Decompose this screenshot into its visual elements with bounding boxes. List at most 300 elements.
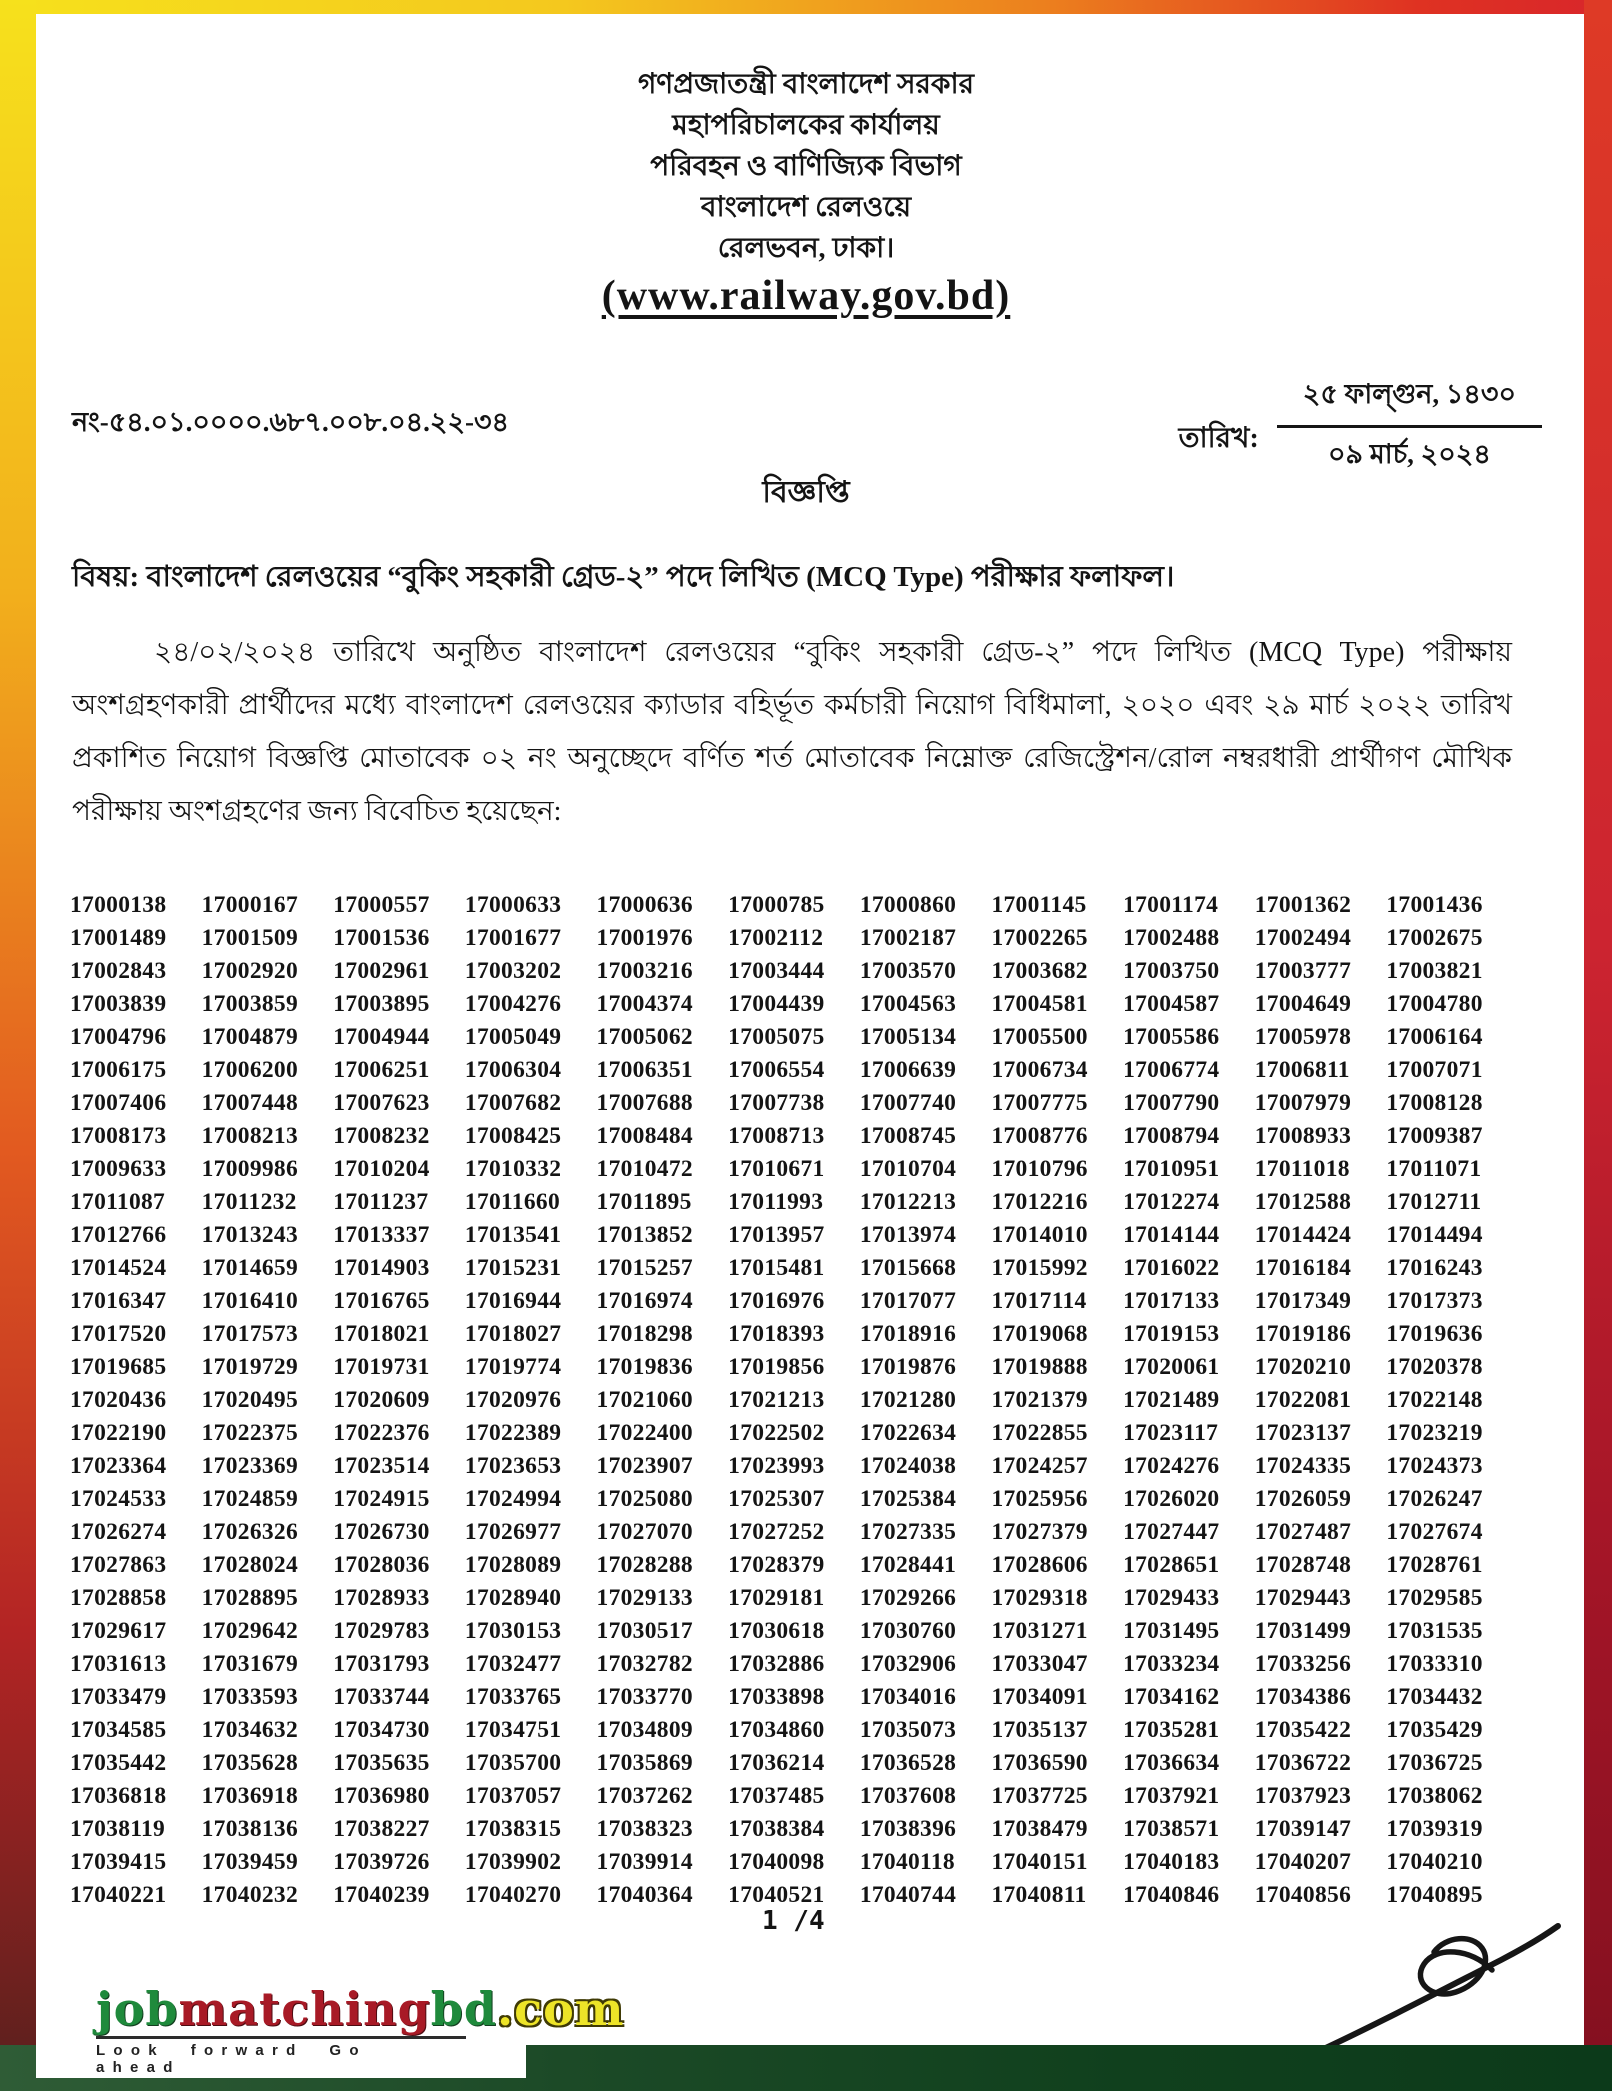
roll-number: 17002843 <box>70 958 167 984</box>
roll-number: 17003777 <box>1254 958 1352 984</box>
roll-number: 17033256 <box>1254 1651 1352 1677</box>
roll-number: 17000557 <box>333 892 430 918</box>
roll-number: 17011071 <box>1386 1156 1482 1182</box>
roll-number: 17024373 <box>1386 1453 1483 1479</box>
roll-number: 17025080 <box>596 1486 693 1512</box>
roll-number: 17003570 <box>859 958 957 984</box>
roll-number: 17028036 <box>333 1552 430 1578</box>
roll-number: 17009633 <box>70 1156 167 1182</box>
memo-number: নং-৫৪.০১.০০০০.৬৮৭.০০৮.০৪.২২-৩৪ <box>72 407 510 437</box>
roll-number: 17005075 <box>728 1024 825 1050</box>
roll-number: 17014144 <box>1123 1222 1220 1248</box>
roll-number: 17010704 <box>859 1156 957 1182</box>
roll-number: 17023653 <box>464 1453 562 1479</box>
roll-number: 17032886 <box>728 1651 825 1677</box>
roll-number: 17004563 <box>859 991 957 1017</box>
roll-number: 17035700 <box>464 1750 562 1776</box>
roll-number: 17001174 <box>1123 892 1219 918</box>
roll-number: 17008173 <box>70 1123 167 1149</box>
roll-number: 17038136 <box>201 1816 299 1842</box>
roll-number: 17034386 <box>1254 1684 1352 1710</box>
roll-number: 17014659 <box>201 1255 299 1281</box>
roll-number: 17029642 <box>201 1618 299 1644</box>
roll-number: 17003895 <box>333 991 430 1017</box>
roll-number: 17011237 <box>333 1189 429 1215</box>
website-url: (www.railway.gov.bd) <box>601 273 1011 319</box>
roll-number: 17006351 <box>596 1057 693 1083</box>
roll-number: 17039415 <box>70 1849 167 1875</box>
roll-number: 17008484 <box>596 1123 693 1149</box>
roll-number: 17040118 <box>859 1849 955 1875</box>
frame-border-top <box>0 0 1612 14</box>
roll-number: 17001489 <box>70 925 167 951</box>
roll-number: 17038396 <box>859 1816 957 1842</box>
roll-number: 17000636 <box>596 892 693 918</box>
page-number: 1 /4 <box>762 1906 825 1936</box>
roll-number: 17036725 <box>1386 1750 1483 1776</box>
roll-number: 17006811 <box>1254 1057 1350 1083</box>
org-name: বাংলাদেশ রেলওয়ে <box>700 192 912 223</box>
roll-number: 17015231 <box>464 1255 562 1281</box>
roll-number: 17040151 <box>991 1849 1088 1875</box>
roll-number: 17006175 <box>70 1057 167 1083</box>
roll-number: 17001536 <box>333 925 430 951</box>
roll-number: 17013337 <box>333 1222 430 1248</box>
roll-number: 17028441 <box>859 1552 957 1578</box>
roll-number: 17007740 <box>859 1090 957 1116</box>
roll-number: 17011232 <box>201 1189 297 1215</box>
roll-number: 17005062 <box>596 1024 693 1050</box>
roll-number: 17014494 <box>1386 1222 1483 1248</box>
roll-number: 17018393 <box>728 1321 825 1347</box>
roll-number: 17011018 <box>1254 1156 1350 1182</box>
roll-number: 17014010 <box>991 1222 1088 1248</box>
roll-number: 17016765 <box>333 1288 430 1314</box>
roll-number: 17014524 <box>70 1255 167 1281</box>
roll-number: 17034809 <box>596 1717 693 1743</box>
date-bangla: ২৫ ফাল্গুন, ১৪৩০ <box>1277 374 1542 428</box>
roll-number: 17012766 <box>70 1222 167 1248</box>
roll-number: 17019731 <box>333 1354 430 1380</box>
roll-number: 17027674 <box>1386 1519 1483 1545</box>
roll-number: 17037921 <box>1123 1783 1220 1809</box>
roll-number: 17031679 <box>201 1651 299 1677</box>
roll-number: 17025956 <box>991 1486 1088 1512</box>
division-name: পরিবহন ও বাণিজ্যিক বিভাগ <box>650 151 962 182</box>
govt-name: গণপ্রজাতন্ত্রী বাংলাদেশ সরকার <box>637 69 975 100</box>
roll-number: 17027487 <box>1254 1519 1352 1545</box>
roll-number: 17040811 <box>991 1882 1087 1908</box>
roll-number: 17019836 <box>596 1354 693 1380</box>
roll-number: 17028895 <box>201 1585 299 1611</box>
roll-number: 17029617 <box>70 1618 167 1644</box>
roll-number: 17007979 <box>1254 1090 1352 1116</box>
roll-number: 17036634 <box>1123 1750 1220 1776</box>
roll-number: 17009986 <box>201 1156 299 1182</box>
address-line: রেলভবন, ঢাকা। <box>717 233 895 264</box>
roll-number: 17040210 <box>1386 1849 1483 1875</box>
roll-number: 17012711 <box>1386 1189 1482 1215</box>
roll-number: 17003202 <box>464 958 562 984</box>
roll-number: 17040744 <box>859 1882 957 1908</box>
roll-number: 17022148 <box>1386 1387 1483 1413</box>
logo-part-job: job <box>96 1982 179 2036</box>
roll-number: 17029433 <box>1123 1585 1220 1611</box>
roll-number: 17010796 <box>991 1156 1088 1182</box>
roll-number: 17024276 <box>1123 1453 1220 1479</box>
date-gregorian: ০৯ মার্চ, ২০২৪ <box>1327 439 1491 469</box>
logo-part-dotcom: .com <box>497 1982 625 2036</box>
office-name: মহাপরিচালকের কার্যালয় <box>672 110 940 141</box>
roll-number: 17017349 <box>1254 1288 1352 1314</box>
roll-number: 17018298 <box>596 1321 693 1347</box>
letterhead <box>0 64 1612 269</box>
roll-number: 17014424 <box>1254 1222 1352 1248</box>
roll-number: 17004796 <box>70 1024 167 1050</box>
roll-number: 17037725 <box>991 1783 1088 1809</box>
roll-number: 17024257 <box>991 1453 1088 1479</box>
roll-number: 17028933 <box>333 1585 430 1611</box>
roll-number: 17012216 <box>991 1189 1088 1215</box>
roll-number: 17028761 <box>1386 1552 1483 1578</box>
roll-number: 17008794 <box>1123 1123 1220 1149</box>
logo-wordmark <box>96 1982 625 2036</box>
roll-number: 17038571 <box>1123 1816 1220 1842</box>
roll-number: 17017114 <box>991 1288 1087 1314</box>
roll-number: 17006774 <box>1123 1057 1220 1083</box>
roll-number: 17028379 <box>728 1552 825 1578</box>
roll-number: 17028940 <box>464 1585 562 1611</box>
roll-number: 17011660 <box>464 1189 561 1215</box>
roll-number: 17028089 <box>464 1552 562 1578</box>
roll-number: 17004649 <box>1254 991 1352 1017</box>
roll-number: 17037262 <box>596 1783 693 1809</box>
roll-number: 17019636 <box>1386 1321 1483 1347</box>
roll-number: 17019888 <box>991 1354 1088 1380</box>
roll-number: 17000167 <box>201 892 299 918</box>
roll-number: 17031613 <box>70 1651 167 1677</box>
date-values <box>1277 374 1542 479</box>
roll-number: 17032782 <box>596 1651 693 1677</box>
roll-number: 17020210 <box>1254 1354 1352 1380</box>
roll-number: 17034730 <box>333 1717 430 1743</box>
roll-number: 17038119 <box>70 1816 166 1842</box>
roll-number: 17015481 <box>728 1255 825 1281</box>
roll-number: 17002675 <box>1386 925 1483 951</box>
roll-number: 17003859 <box>201 991 299 1017</box>
roll-number: 17006639 <box>859 1057 957 1083</box>
roll-number: 17011895 <box>596 1189 692 1215</box>
roll-number: 17034016 <box>859 1684 957 1710</box>
roll-number: 17017373 <box>1386 1288 1483 1314</box>
roll-number: 17035635 <box>333 1750 430 1776</box>
roll-number: 17005500 <box>991 1024 1088 1050</box>
roll-number: 17005978 <box>1254 1024 1352 1050</box>
roll-number: 17040207 <box>1254 1849 1352 1875</box>
roll-number: 17001436 <box>1386 892 1483 918</box>
roll-number: 17007775 <box>991 1090 1088 1116</box>
roll-number: 17028651 <box>1123 1552 1220 1578</box>
roll-number: 17035628 <box>201 1750 299 1776</box>
roll-number: 17017520 <box>70 1321 167 1347</box>
roll-number: 17017573 <box>201 1321 299 1347</box>
roll-number: 17020495 <box>201 1387 299 1413</box>
roll-number: 17027379 <box>991 1519 1088 1545</box>
roll-number: 17015668 <box>859 1255 957 1281</box>
roll-number: 17003750 <box>1123 958 1220 984</box>
roll-number: 17024915 <box>333 1486 430 1512</box>
roll-number: 17019876 <box>859 1354 957 1380</box>
roll-number: 17012588 <box>1254 1189 1352 1215</box>
roll-number: 17036818 <box>70 1783 167 1809</box>
roll-number: 17026730 <box>333 1519 430 1545</box>
roll-number: 17026020 <box>1123 1486 1220 1512</box>
roll-number: 17004879 <box>201 1024 299 1050</box>
roll-number: 17005049 <box>464 1024 562 1050</box>
roll-number: 17011087 <box>70 1189 166 1215</box>
roll-number: 17006304 <box>464 1057 562 1083</box>
roll-number: 17010951 <box>1123 1156 1220 1182</box>
roll-number: 17040364 <box>596 1882 693 1908</box>
roll-number: 17028606 <box>991 1552 1088 1578</box>
roll-number: 17007623 <box>333 1090 430 1116</box>
roll-number: 17028858 <box>70 1585 167 1611</box>
roll-number: 17010671 <box>728 1156 825 1182</box>
roll-number: 17040270 <box>464 1882 562 1908</box>
roll-number: 17004276 <box>464 991 562 1017</box>
roll-number: 17016944 <box>464 1288 562 1314</box>
roll-number: 17025307 <box>728 1486 825 1512</box>
roll-number: 17040221 <box>70 1882 167 1908</box>
roll-number: 17036590 <box>991 1750 1088 1776</box>
roll-number: 17033770 <box>596 1684 693 1710</box>
roll-number: 17033310 <box>1386 1651 1483 1677</box>
roll-number: 17029181 <box>728 1585 825 1611</box>
roll-number: 17013541 <box>464 1222 562 1248</box>
roll-number: 17006251 <box>333 1057 430 1083</box>
roll-number: 17021213 <box>728 1387 825 1413</box>
frame-border-right <box>1584 0 1612 2091</box>
roll-number: 17021060 <box>596 1387 693 1413</box>
roll-number: 17031535 <box>1386 1618 1483 1644</box>
body-paragraph: ২৪/০২/২০২৪ তারিখে অনুষ্ঠিত বাংলাদেশ রেলওয়ের “বুকিং সহকারী গ্রেড-২” পদে লিখিত (MCQ Type) পরীক্ষায় অংশগ্রহণকারী প্রার্থীদের মধ্যে বাংলাদেশ রেলওয়ের ক্যাডার বহির্ভূত কর্মচারী নিয়োগ বিধিমালা, ২০২০ এবং ২৯ মার্চ ২০২২ তারিখ প্রকাশিত নিয়োগ বিজ্ঞপ্তি মোতাবেক ০২ নং অনুচ্ছেদে বর্ণিত শর্ত মোতাবেক নিম্নোক্ত রেজিস্ট্রেশন/রোল নম্বরধারী প্রার্থীগণ মৌখিক পরীক্ষায় অংশগ্রহণের জন্য বিবেচিত হয়েছেন: <box>72 637 1512 827</box>
roll-number: 17037608 <box>859 1783 957 1809</box>
roll-number: 17022376 <box>333 1420 430 1446</box>
roll-number: 17034860 <box>728 1717 825 1743</box>
roll-number: 17039147 <box>1254 1816 1352 1842</box>
roll-number: 17019856 <box>728 1354 825 1380</box>
roll-number: 17036980 <box>333 1783 430 1809</box>
roll-number: 17007738 <box>728 1090 825 1116</box>
roll-number: 17010472 <box>596 1156 693 1182</box>
roll-number: 17034585 <box>70 1717 167 1743</box>
roll-number: 17035442 <box>70 1750 167 1776</box>
roll-number: 17016347 <box>70 1288 167 1314</box>
roll-number: 17003682 <box>991 958 1088 984</box>
logo-part-matching: matching <box>178 1982 431 2036</box>
roll-number: 17007071 <box>1386 1057 1483 1083</box>
roll-number: 17006554 <box>728 1057 825 1083</box>
roll-number: 17022375 <box>201 1420 299 1446</box>
roll-number: 17038315 <box>464 1816 562 1842</box>
roll-number: 17004780 <box>1386 991 1483 1017</box>
roll-number: 17016976 <box>728 1288 825 1314</box>
roll-number: 17031495 <box>1123 1618 1220 1644</box>
roll-number: 17002187 <box>859 925 957 951</box>
roll-number: 17002494 <box>1254 925 1352 951</box>
roll-number: 17013243 <box>201 1222 299 1248</box>
roll-number: 17019685 <box>70 1354 167 1380</box>
roll-number: 17036528 <box>859 1750 957 1776</box>
roll-number: 17038062 <box>1386 1783 1483 1809</box>
roll-number: 17016022 <box>1123 1255 1220 1281</box>
roll-number: 17027863 <box>70 1552 167 1578</box>
roll-number: 17017133 <box>1123 1288 1220 1314</box>
roll-number: 17008128 <box>1386 1090 1483 1116</box>
roll-number: 17016974 <box>596 1288 693 1314</box>
roll-number: 17029585 <box>1386 1585 1483 1611</box>
roll-number: 17038323 <box>596 1816 693 1842</box>
roll-number: 17035429 <box>1386 1717 1483 1743</box>
roll-number: 17019729 <box>201 1354 299 1380</box>
subject-line: বিষয়: বাংলাদেশ রেলওয়ের “বুকিং সহকারী গ্রেড-২” পদে লিখিত (MCQ Type) পরীক্ষার ফলাফল। <box>72 561 1175 593</box>
roll-number: 17026059 <box>1254 1486 1352 1512</box>
roll-number: 17040856 <box>1254 1882 1352 1908</box>
roll-number: 17001145 <box>991 892 1087 918</box>
roll-number: 17007448 <box>201 1090 299 1116</box>
roll-number: 17036722 <box>1254 1750 1352 1776</box>
roll-number: 17012274 <box>1123 1189 1220 1215</box>
roll-number: 17007682 <box>464 1090 562 1116</box>
roll-number: 17021280 <box>859 1387 957 1413</box>
roll-number: 17026247 <box>1386 1486 1483 1512</box>
roll-number: 17028024 <box>201 1552 299 1578</box>
roll-number: 17007688 <box>596 1090 693 1116</box>
roll-number: 17001362 <box>1254 892 1352 918</box>
roll-number: 17007790 <box>1123 1090 1220 1116</box>
roll-number: 17003839 <box>70 991 167 1017</box>
roll-number: 17006200 <box>201 1057 299 1083</box>
roll-number: 17022855 <box>991 1420 1088 1446</box>
roll-number: 17039902 <box>464 1849 562 1875</box>
roll-number: 17021489 <box>1123 1387 1220 1413</box>
date-block <box>1179 374 1542 479</box>
roll-number: 17032906 <box>859 1651 957 1677</box>
roll-number: 17034751 <box>464 1717 562 1743</box>
roll-number: 17019068 <box>991 1321 1088 1347</box>
roll-number: 17002920 <box>201 958 299 984</box>
roll-number: 17039726 <box>333 1849 430 1875</box>
roll-number: 17020609 <box>333 1387 430 1413</box>
roll-number: 17040895 <box>1386 1882 1483 1908</box>
roll-number: 17012213 <box>859 1189 957 1215</box>
roll-number: 17023514 <box>333 1453 430 1479</box>
roll-number: 17035137 <box>991 1717 1088 1743</box>
roll-number: 17000785 <box>728 892 825 918</box>
roll-number: 17025384 <box>859 1486 957 1512</box>
frame-border-left <box>0 0 36 2091</box>
roll-number: 17029783 <box>333 1618 430 1644</box>
roll-number: 17030760 <box>859 1618 957 1644</box>
roll-number: 17040521 <box>728 1882 825 1908</box>
roll-number: 17024859 <box>201 1486 299 1512</box>
roll-number: 17023364 <box>70 1453 167 1479</box>
roll-number: 17033234 <box>1123 1651 1220 1677</box>
roll-number: 17040846 <box>1123 1882 1220 1908</box>
roll-number: 17008232 <box>333 1123 430 1149</box>
roll-number: 17017077 <box>859 1288 957 1314</box>
roll-number: 17029443 <box>1254 1585 1352 1611</box>
roll-number: 17009387 <box>1386 1123 1483 1149</box>
logo-tagline: Look forward Go ahead <box>96 2036 466 2076</box>
roll-number: 17033479 <box>70 1684 167 1710</box>
roll-number: 17007406 <box>70 1090 167 1116</box>
roll-number: 17029318 <box>991 1585 1088 1611</box>
roll-number: 17001976 <box>596 925 693 951</box>
roll-number: 17033898 <box>728 1684 825 1710</box>
roll-number: 17008776 <box>991 1123 1088 1149</box>
roll-number: 17039459 <box>201 1849 299 1875</box>
roll-number: 17034632 <box>201 1717 299 1743</box>
roll-number: 17013974 <box>859 1222 957 1248</box>
roll-number: 17018916 <box>859 1321 957 1347</box>
roll-number: 17019186 <box>1254 1321 1352 1347</box>
roll-number: 17002961 <box>333 958 430 984</box>
roll-number: 17026326 <box>201 1519 299 1545</box>
roll-number: 17036214 <box>728 1750 825 1776</box>
roll-number: 17031499 <box>1254 1618 1352 1644</box>
roll-number: 17023117 <box>1123 1420 1219 1446</box>
roll-number: 17022502 <box>728 1420 825 1446</box>
roll-number: 17008425 <box>464 1123 562 1149</box>
roll-number: 17024994 <box>464 1486 562 1512</box>
roll-number: 17040098 <box>728 1849 825 1875</box>
roll-number: 17036918 <box>201 1783 299 1809</box>
roll-number: 17024335 <box>1254 1453 1352 1479</box>
roll-number: 17013957 <box>728 1222 825 1248</box>
roll-number: 17031271 <box>991 1618 1088 1644</box>
roll-number: 17035422 <box>1254 1717 1352 1743</box>
roll-number: 17001677 <box>464 925 562 951</box>
notice-heading: বিজ্ঞপ্তি <box>762 476 850 509</box>
roll-number: 17015992 <box>991 1255 1088 1281</box>
roll-number: 17008713 <box>728 1123 825 1149</box>
roll-number: 17023993 <box>728 1453 825 1479</box>
roll-number: 17014903 <box>333 1255 430 1281</box>
roll-number: 17016410 <box>201 1288 299 1314</box>
roll-number: 17008213 <box>201 1123 299 1149</box>
roll-number: 17006734 <box>991 1057 1088 1083</box>
roll-number: 17005134 <box>859 1024 957 1050</box>
roll-number: 17035281 <box>1123 1717 1220 1743</box>
roll-number: 17024038 <box>859 1453 957 1479</box>
roll-number: 17002112 <box>728 925 824 951</box>
roll-number: 17022634 <box>859 1420 957 1446</box>
roll-number: 17030517 <box>596 1618 693 1644</box>
roll-number: 17020436 <box>70 1387 167 1413</box>
roll-number: 17037057 <box>464 1783 562 1809</box>
roll-number: 17027252 <box>728 1519 825 1545</box>
roll-number: 17034162 <box>1123 1684 1220 1710</box>
roll-number: 17004587 <box>1123 991 1220 1017</box>
roll-number: 17000633 <box>464 892 562 918</box>
roll-number: 17003444 <box>728 958 825 984</box>
roll-number: 17000138 <box>70 892 167 918</box>
roll-number: 17023219 <box>1386 1420 1483 1446</box>
roll-number: 17020061 <box>1123 1354 1220 1380</box>
roll-number: 17027335 <box>859 1519 957 1545</box>
roll-number: 17035073 <box>859 1717 957 1743</box>
